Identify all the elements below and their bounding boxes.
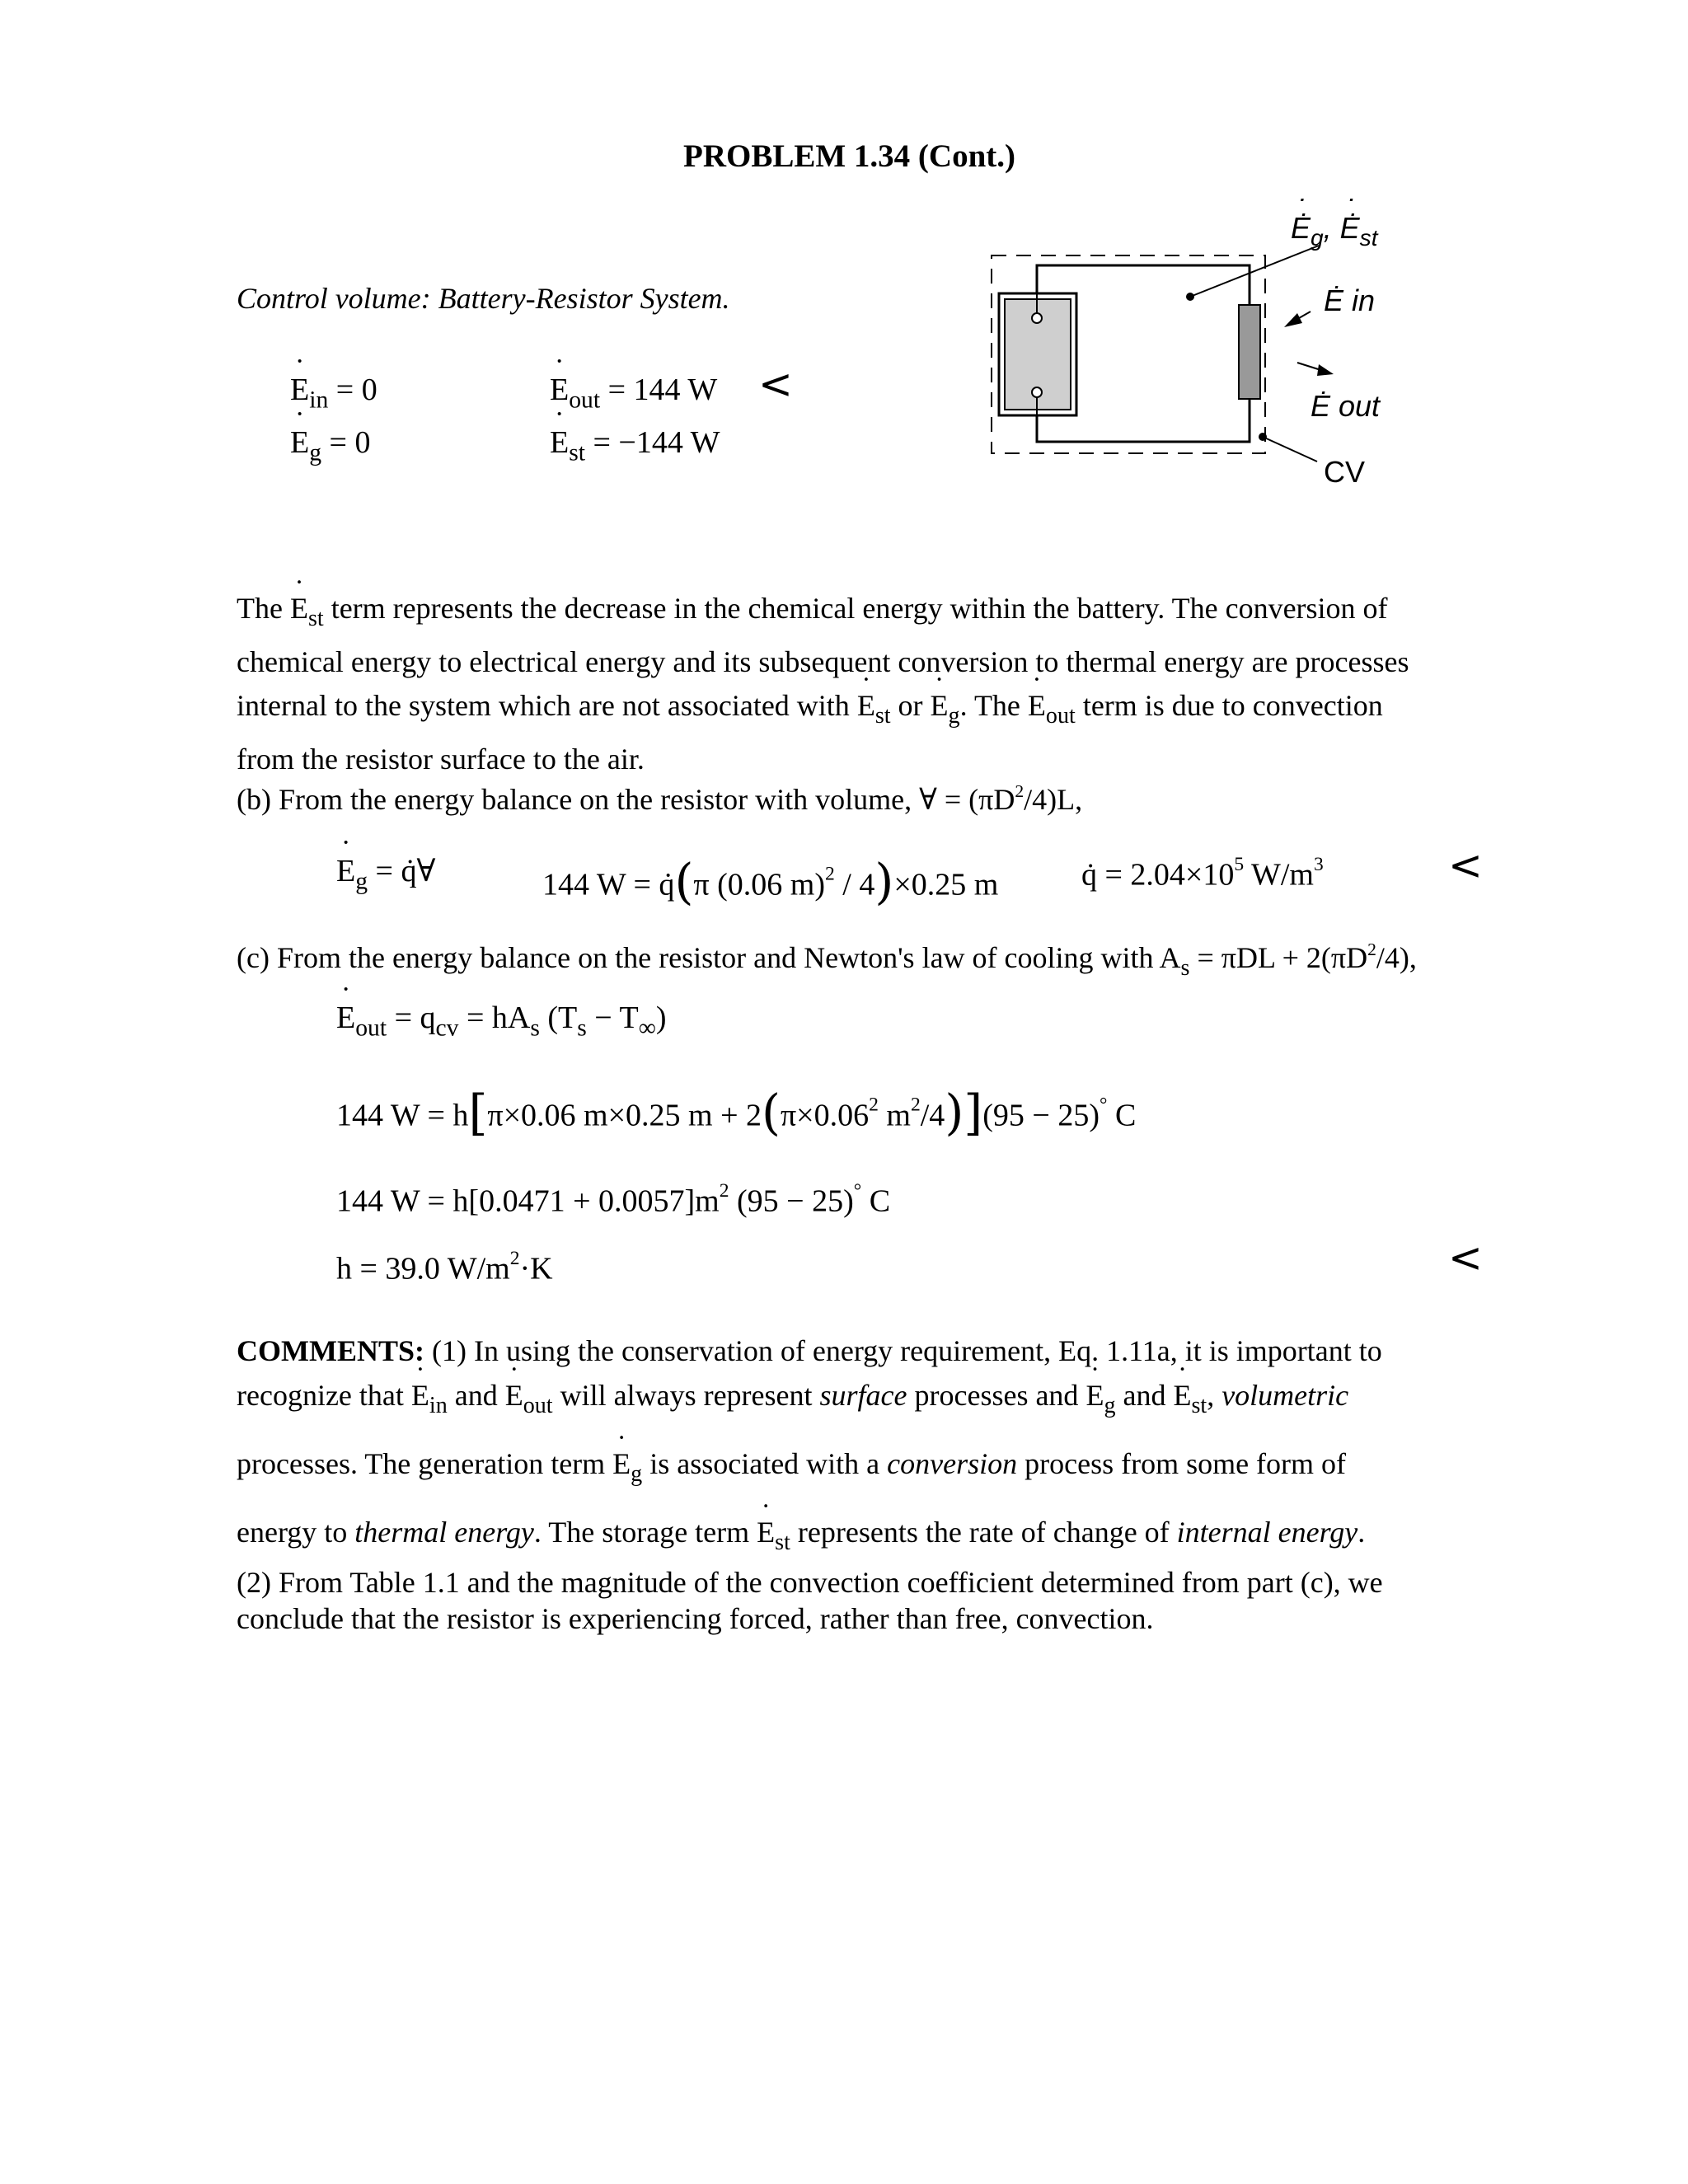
e-symbol: ˙ E xyxy=(290,425,309,462)
part-c-eq-2: 144 W = h[π×0.06 m×0.25 $m + 2(\pi\times 0.06^2$ $m^2/4)](95 - 25)^\circ$ C xyxy=(336,1084,1137,1141)
e-subscript: g xyxy=(309,439,322,466)
battery-resistor-diagram xyxy=(0,0,1688,527)
discussion-line-3: internal to the system which are not associated with ˙ $E_{st}$ or ˙ $E_g$. The ˙ $E_{out}$ term is due to convection xyxy=(237,684,1409,738)
e-st-value: = −144 W xyxy=(593,425,720,460)
comments-block xyxy=(237,1329,1382,1565)
arrowhead-ein xyxy=(1284,313,1302,327)
leader-dot-cv xyxy=(1259,433,1267,441)
e-symbol: ˙ E xyxy=(290,373,309,409)
label-e-in: Ė in xyxy=(1324,284,1376,317)
control-volume-heading: Control volume: Battery-Resistor System. xyxy=(237,282,730,315)
part-b-eq-2: 144 W = q̇(π (0.06 m)$^2$ / 4)×0.25 m xyxy=(542,853,999,910)
comments-line-1: COMMENTS: (1) In using the conservation of energy requirement, Eq. 1.11a, it is important to xyxy=(237,1334,1382,1367)
battery-terminal-bottom xyxy=(1032,387,1042,397)
discussion-paragraph xyxy=(237,587,1409,781)
e-symbol: ˙ E xyxy=(550,373,569,409)
e-symbol: ˙ Ė xyxy=(1291,211,1311,245)
comments-line-3: processes. The generation term ˙ $E_g$ is associated with a conversion process from some form of xyxy=(237,1441,1382,1497)
comments-2-line-2: conclude that the resistor is experiencing forced, rather than free, convection. xyxy=(237,1602,1154,1635)
part-c-intro: (c) From the energy balance on the resistor and Newton's law of cooling with $A_s = \pi DL + 2(\pi D^2/4)$, xyxy=(237,940,1417,982)
e-subscript: st xyxy=(1359,224,1378,251)
label-separator: , xyxy=(1323,211,1340,245)
e-symbol: ˙ E xyxy=(550,425,569,462)
e-subscript: out xyxy=(569,387,601,414)
page-title: PROBLEM 1.34 (Cont.) xyxy=(683,138,1015,174)
e-g-value: = 0 xyxy=(329,425,371,460)
comments-part-2 xyxy=(237,1564,1383,1637)
leader-eg-est xyxy=(1190,246,1319,297)
leader-cv xyxy=(1263,437,1317,462)
label-e-out: Ė out xyxy=(1311,389,1381,423)
e-symbol: ˙ Ė xyxy=(1340,211,1360,245)
part-c-eq-3: 144 $W = h[0.0471 + 0.0057]m^2$ (95 − 25)° C xyxy=(336,1180,891,1219)
e-subscript: st xyxy=(569,439,585,466)
e-subscript: in xyxy=(309,387,329,414)
label-eg-est xyxy=(1291,211,1378,251)
part-b-eq-1: ˙ $E_g$ = q̇∀ xyxy=(336,854,435,896)
battery-terminal-top xyxy=(1032,313,1042,323)
comments-line-4: energy to thermal energy. The storage term ˙ $E_{st}$ represents the rate of change of internal energy. xyxy=(237,1510,1382,1565)
discussion-line-2: chemical energy to electrical energy and its subsequent conversion to thermal energy are processes xyxy=(237,644,1409,678)
comments-line-2: recognize that ˙ $E_{in}$ and ˙ $E_{out}$ will always represent surface processes and ˙ $E_g$ and ˙ $E_{st}$, volumetric xyxy=(237,1373,1382,1428)
e-subscript: g xyxy=(1311,224,1324,251)
answer-mark: < xyxy=(758,360,793,408)
answer-mark: < xyxy=(1448,1234,1483,1282)
part-b-eq-3: q̇ = $2.04\times 10^5$ $W/m^3$ xyxy=(1081,854,1324,893)
label-cv: CV xyxy=(1324,455,1366,489)
arrowhead-eout xyxy=(1317,364,1334,376)
comments-heading: COMMENTS: xyxy=(237,1334,424,1367)
answer-mark: < xyxy=(1448,841,1483,889)
part-c-eq-4: h = 39.0 $W/m^2\cdot K$ xyxy=(336,1248,553,1286)
e-in-value: = 0 xyxy=(335,373,377,407)
discussion-line-1: The ˙ $E_{st}$ term represents the decrease in the chemical energy within the battery. The conversion of xyxy=(237,587,1409,640)
part-c-eq-1: ˙ $E_{out} = q_{cv} = hA_s$ $(T_s - T_\infty)$ xyxy=(336,1001,667,1043)
discussion-line-4: from the resistor surface to the air. xyxy=(237,742,645,776)
comments-2-line-1: (2) From Table 1.1 and the magnitude of the convection coefficient determined from part (c), we xyxy=(237,1566,1383,1599)
e-out-value: = 144 W xyxy=(607,373,718,407)
leader-dot-eg-est xyxy=(1186,293,1194,301)
part-b-intro: (b) From the energy balance on the resistor with volume, ∀ = $(\pi D^2/4)L$, xyxy=(237,781,1083,817)
resistor xyxy=(1239,305,1260,399)
